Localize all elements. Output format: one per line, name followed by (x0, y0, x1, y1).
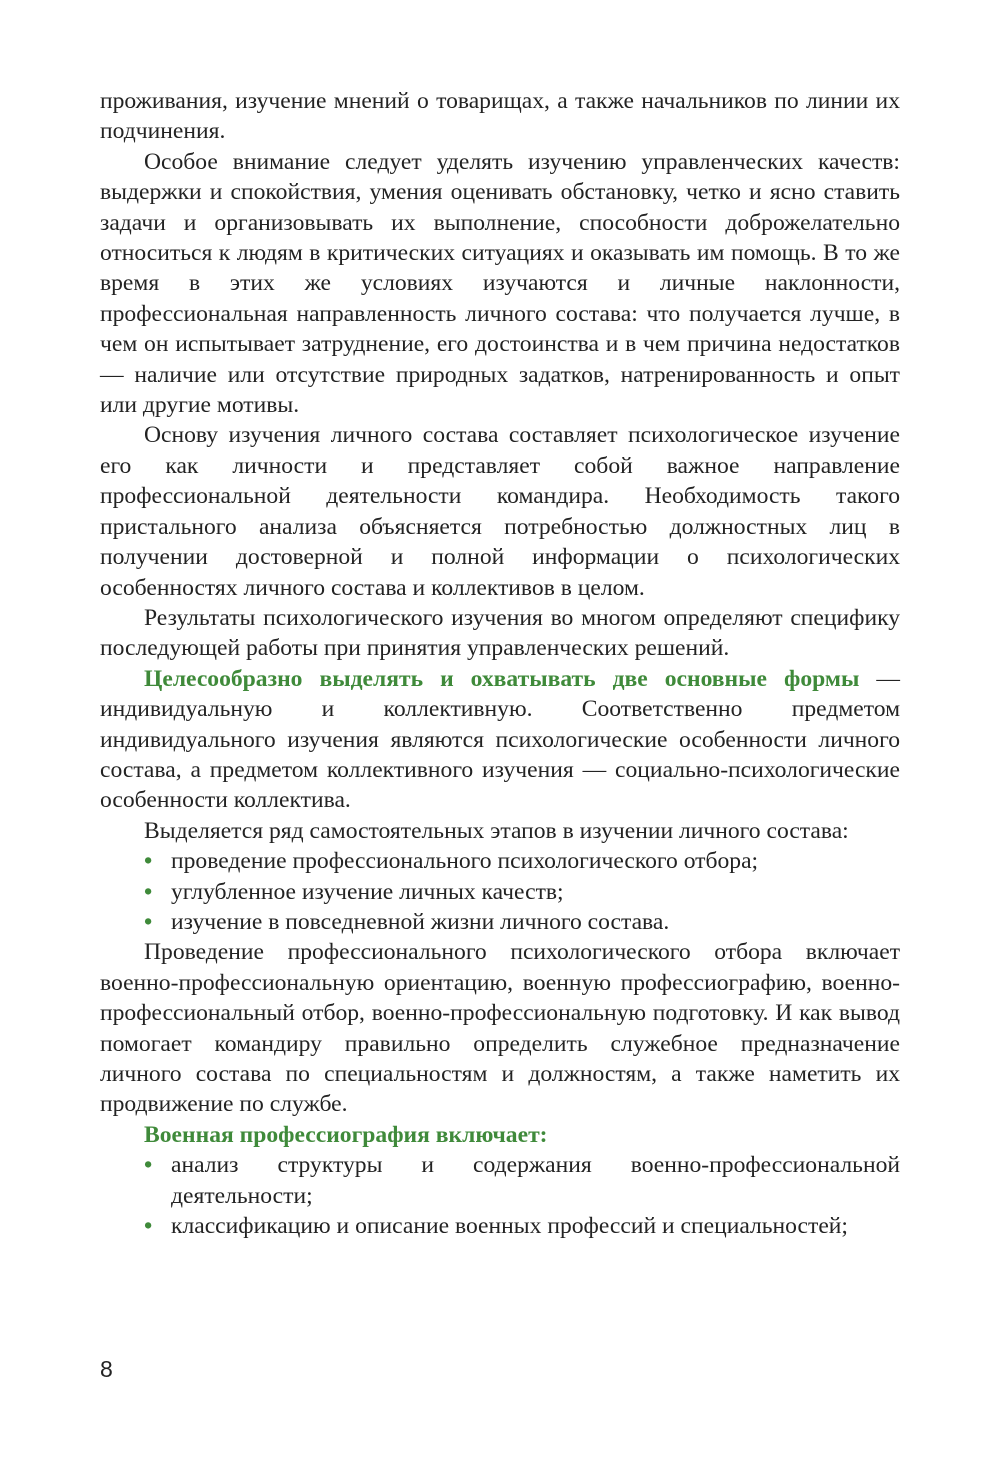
paragraph-two-forms (100, 664, 900, 816)
bullet-icon: • (144, 1152, 153, 1179)
paragraph-selection: Проведение профессионального психологического отбора включает военно-профессиональную ориентацию, военную профессиографию, военно-профессиональный отбор, военно-профессиональную подготовку. И как вывод помогает командиру правильно определить служебное предназначение личного состава по специальностям и должностям, а также наметить их продвижение по службе. (100, 939, 900, 1118)
paragraph-professiography-heading (100, 1120, 900, 1150)
stages-list (100, 846, 900, 937)
bullet-icon: • (144, 1213, 153, 1240)
list-item-text: углубленное изучение личных качеств; (171, 878, 564, 905)
list-item (100, 1211, 900, 1241)
list-item-text: анализ структуры и содержания военно-профессиональной деятельности; (171, 1152, 900, 1209)
bullet-icon: • (144, 878, 153, 905)
page-content (100, 86, 900, 1241)
paragraph-continuation: проживания, изучение мнений о товарищах, а также начальников по линии их подчинения. (100, 88, 900, 145)
list-item (100, 877, 900, 907)
bullet-icon: • (144, 908, 153, 935)
paragraph-results: Результаты психологического изучения во многом определяют специфику последующей работы при принятия управленческих решений. (100, 604, 900, 662)
bullet-icon: • (144, 848, 153, 875)
paragraph-management-qualities: Особое внимание следует уделять изучению управленческих качеств: выдержки и спокойствия, умения оценивать обстановку, четко и ясно ставить задачи и организовывать их выполнение, способности доброжелательно относиться к людям в критических ситуациях и оказывать им помощь. В то же время в этих же условиях изучаются и личные наклонности, профессиональная направленность личного состава: что получается лучше, в чем он испытывает затруднение, его достоинства и в чем причина недостатков — наличие или отсутствие природных задатков, натренированность и опыт или другие мотивы. (100, 148, 900, 419)
list-item (100, 907, 900, 937)
list-item (100, 846, 900, 876)
professiography-list (100, 1150, 900, 1241)
list-item (100, 1150, 900, 1211)
highlight-professiography: Военная профессиография включает: (144, 1121, 548, 1148)
paragraph-study-basis: Основу изучения личного состава составляет психологическое изучение его как личности и представляет собой важное направление профессиональной деятельности командира. Необходимость такого пристального анализа объясняется потребностью должностных лиц в получении достоверной и полной информации о психологических особенностях личного состава и коллективов в целом. (100, 422, 900, 601)
list-item-text: изучение в повседневной жизни личного состава. (171, 908, 670, 935)
paragraph-two-forms-text: — индивидуальную и коллективную. Соответственно предметом индивидуального изучения являются психологические особенности личного состава, а предметом коллективного изучения — социально-психологические особенности коллектива. (100, 665, 900, 814)
list-item-text: классификацию и описание военных профессий и специальностей; (171, 1213, 848, 1240)
list-item-text: проведение профессионального психологического отбора; (171, 848, 759, 875)
highlight-two-forms: Целесообразно выделять и охватывать две основные формы (144, 665, 860, 692)
page-number: 8 (100, 1356, 113, 1382)
paragraph-stages-intro: Выделяется ряд самостоятельных этапов в изучении личного состава: (144, 817, 849, 844)
